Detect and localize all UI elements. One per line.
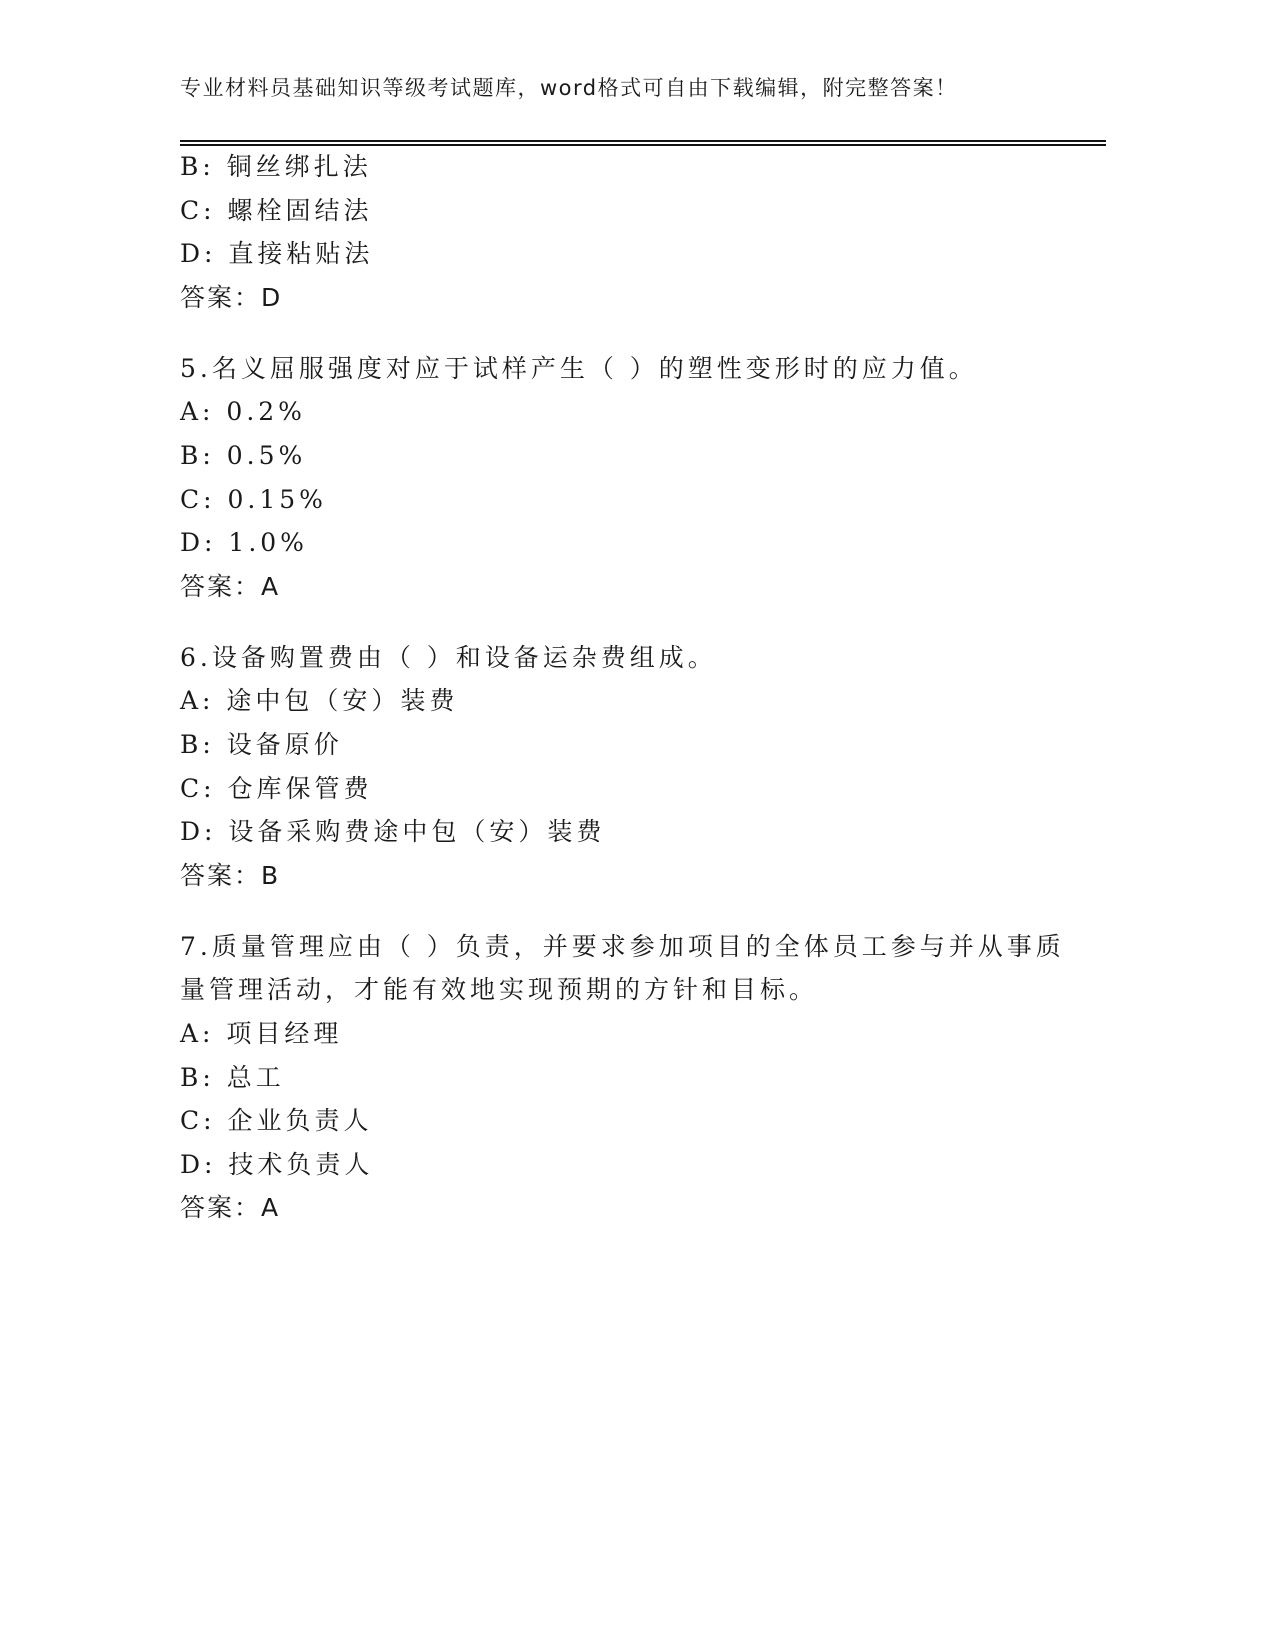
option-d: D: 1.0%	[180, 528, 308, 558]
page-header: 专业材料员基础知识等级考试题库，word格式可自由下载编辑，附完整答案！	[180, 76, 958, 100]
answer: 答案：A	[180, 1193, 281, 1223]
option-c: C: 企业负责人	[180, 1106, 373, 1136]
option-c: C: 仓库保管费	[180, 773, 373, 803]
question-content	[180, 152, 1065, 1223]
option-a: A: 项目经理	[180, 1018, 343, 1048]
question-7	[180, 931, 1065, 1224]
option-b: B: 总工	[180, 1062, 285, 1092]
answer: 答案：D	[180, 282, 283, 312]
answer: 答案：B	[180, 860, 281, 890]
option-c: C: 螺栓固结法	[180, 195, 373, 225]
question-stem-line-2: 量管理活动，才能有效地实现预期的方针和目标。	[180, 975, 819, 1005]
question-stem-line-1: 7.质量管理应由（ ）负责，并要求参加项目的全体员工参与并从事质	[180, 931, 1065, 961]
question-5	[180, 354, 1040, 602]
option-d: D: 技术负责人	[180, 1149, 374, 1179]
option-b: B: 0.5%	[180, 440, 307, 470]
answer: 答案：A	[180, 571, 281, 601]
header-divider	[180, 140, 1106, 146]
question-block-continued	[180, 152, 1040, 313]
question-6	[180, 643, 1040, 891]
option-c: C: 0.15%	[180, 484, 327, 514]
question-stem: 6.设备购置费由（ ）和设备运杂费组成。	[180, 642, 717, 672]
option-a: A: 途中包（安）装费	[180, 686, 459, 716]
question-stem: 5.名义屈服强度对应于试样产生（ ）的塑性变形时的应力值。	[180, 353, 978, 383]
option-d: D: 直接粘贴法	[180, 239, 374, 269]
option-a: A: 0.2%	[180, 397, 306, 427]
option-b: B: 设备原价	[180, 729, 343, 759]
option-b: B: 铜丝绑扎法	[180, 152, 372, 181]
option-d: D: 设备采购费途中包（安）装费	[180, 817, 606, 847]
